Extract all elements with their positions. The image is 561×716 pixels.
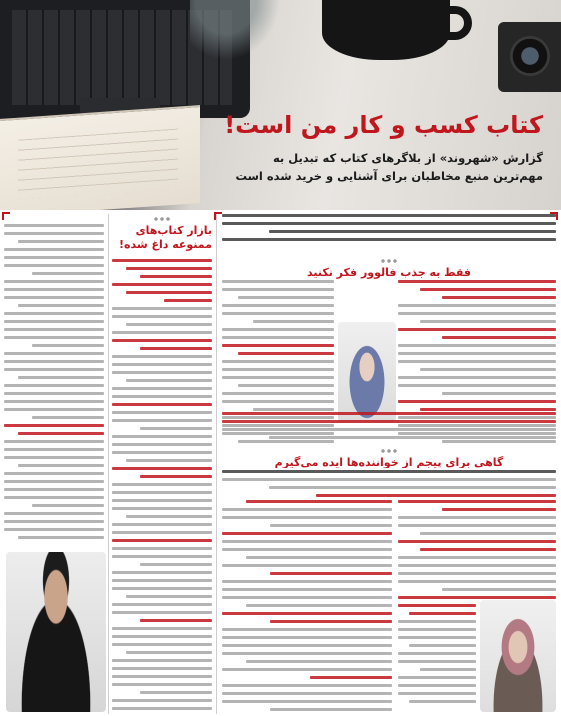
interview-column-5 bbox=[398, 604, 476, 712]
forbidden-books-text bbox=[4, 216, 104, 546]
sometimes-intro bbox=[222, 470, 556, 500]
column-divider bbox=[108, 214, 109, 714]
section-separator-dots bbox=[380, 258, 398, 264]
section-separator-dots bbox=[153, 216, 171, 222]
frame-corner bbox=[2, 212, 10, 220]
subtitle-line-2: مهم‌ترین منبع مخاطبان برای آشنایی و خرید شده است bbox=[235, 168, 543, 183]
page-subtitle bbox=[213, 150, 543, 186]
section-title-sometimes: گاهی برای پیجم از خواننده‌ها ایده می‌گیرم bbox=[274, 456, 504, 468]
interview-column-4 bbox=[222, 500, 392, 714]
coffee-mug-image bbox=[322, 0, 450, 60]
camera-image bbox=[498, 22, 561, 92]
frame-corner bbox=[214, 212, 222, 220]
interviewee-photo bbox=[480, 600, 556, 712]
blogger-photo bbox=[6, 552, 106, 712]
section-separator-dots bbox=[380, 448, 398, 454]
section-title-market: بازار کتاب‌های ممنوعه داغ شده! bbox=[118, 224, 212, 252]
interview-bottom-text bbox=[222, 412, 556, 448]
frame-corner bbox=[550, 212, 558, 220]
intro-paragraph bbox=[222, 214, 556, 254]
plant-image bbox=[190, 0, 280, 60]
subtitle-line-1: گزارش «شهروند» از بلاگرهای کتاب که تبدیل به bbox=[272, 151, 543, 165]
hero-banner bbox=[0, 0, 561, 210]
forbidden-books-section bbox=[112, 216, 212, 712]
interviewee-photo bbox=[338, 322, 396, 422]
notebook-image bbox=[0, 105, 200, 210]
column-divider bbox=[216, 214, 217, 714]
section-title-followers: فقط به جذب فالوور فکر نکنید bbox=[306, 266, 472, 279]
sometimes-header bbox=[222, 448, 556, 468]
interview-column-3 bbox=[398, 500, 556, 600]
page-title: کتاب کسب و کار من است! bbox=[224, 111, 543, 139]
